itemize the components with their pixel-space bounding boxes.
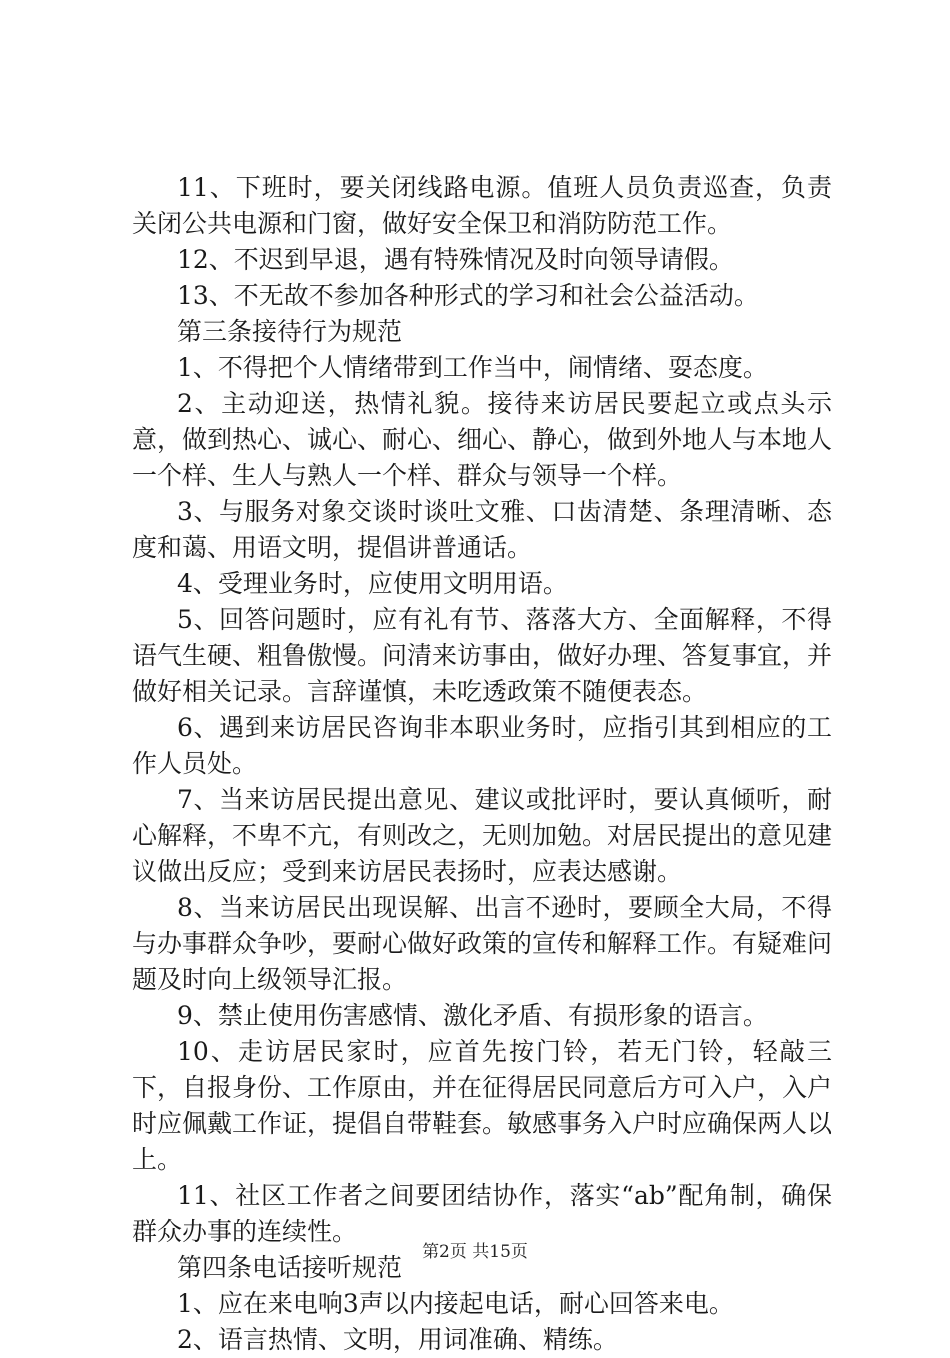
paragraph: 1、不得把个人情绪带到工作当中，闹情绪、耍态度。 [177, 353, 768, 382]
section-heading: 第三条接待行为规范 [177, 317, 403, 346]
paragraph: 5、回答问题时，应有礼有节、落落大方、全面解释，不得语气生硬、粗鲁傲慢。问清来访事由，做好办理、答复事宜，并做好相关记录。言辞谨慎，未吃透政策不随便表态。 [132, 605, 833, 706]
paragraph: 1、应在来电响3声以内接起电话，耐心回答来电。 [177, 1289, 734, 1318]
paragraph: 11、下班时，要关闭线路电源。值班人员负责巡查，负责关闭公共电源和门窗，做好安全保卫和消防防范工作。 [132, 173, 832, 238]
paragraph: 10、走访居民家时，应首先按门铃，若无门铃，轻敲三下，自报身份、工作原由，并在征得居民同意后方可入户，入户时应佩戴工作证，提倡自带鞋套。敏感事务入户时应确保两人以上。 [132, 1037, 833, 1174]
page-number-footer: 第2页 共15页 [422, 1242, 528, 1262]
paragraph: 3、与服务对象交谈时谈吐文雅、口齿清楚、条理清晰、态度和蔼、用语文明，提倡讲普通话。 [132, 497, 832, 562]
document-body [132, 170, 832, 1358]
paragraph: 8、当来访居民出现误解、出言不逊时，要顾全大局，不得与办事群众争吵，要耐心做好政策的宣传和解释工作。有疑难问题及时向上级领导汇报。 [132, 893, 833, 994]
paragraph: 2、主动迎送，热情礼貌。接待来访居民要起立或点头示意，做到热心、诚心、耐心、细心、静心，做到外地人与本地人一个样、生人与熟人一个样、群众与领导一个样。 [132, 389, 833, 490]
paragraph: 9、禁止使用伤害感情、激化矛盾、有损形象的语言。 [177, 1001, 768, 1030]
paragraph: 6、遇到来访居民咨询非本职业务时，应指引其到相应的工作人员处。 [132, 713, 832, 778]
paragraph: 13、不无故不参加各种形式的学习和社会公益活动。 [177, 281, 759, 310]
paragraph: 12、不迟到早退，遇有特殊情况及时向领导请假。 [177, 245, 734, 274]
paragraph: 7、当来访居民提出意见、建议或批评时，要认真倾听，耐心解释，不卑不亢，有则改之，无则加勉。对居民提出的意见建议做出反应；受到来访居民表扬时，应表达感谢。 [132, 785, 833, 886]
paragraph: 11、社区工作者之间要团结协作，落实“ab”配角制，确保群众办事的连续性。 [132, 1181, 832, 1246]
paragraph: 2、语言热情、文明，用词准确、精练。 [177, 1325, 618, 1354]
paragraph: 4、受理业务时，应使用文明用语。 [177, 569, 568, 598]
section-heading: 第四条电话接听规范 [177, 1253, 403, 1282]
